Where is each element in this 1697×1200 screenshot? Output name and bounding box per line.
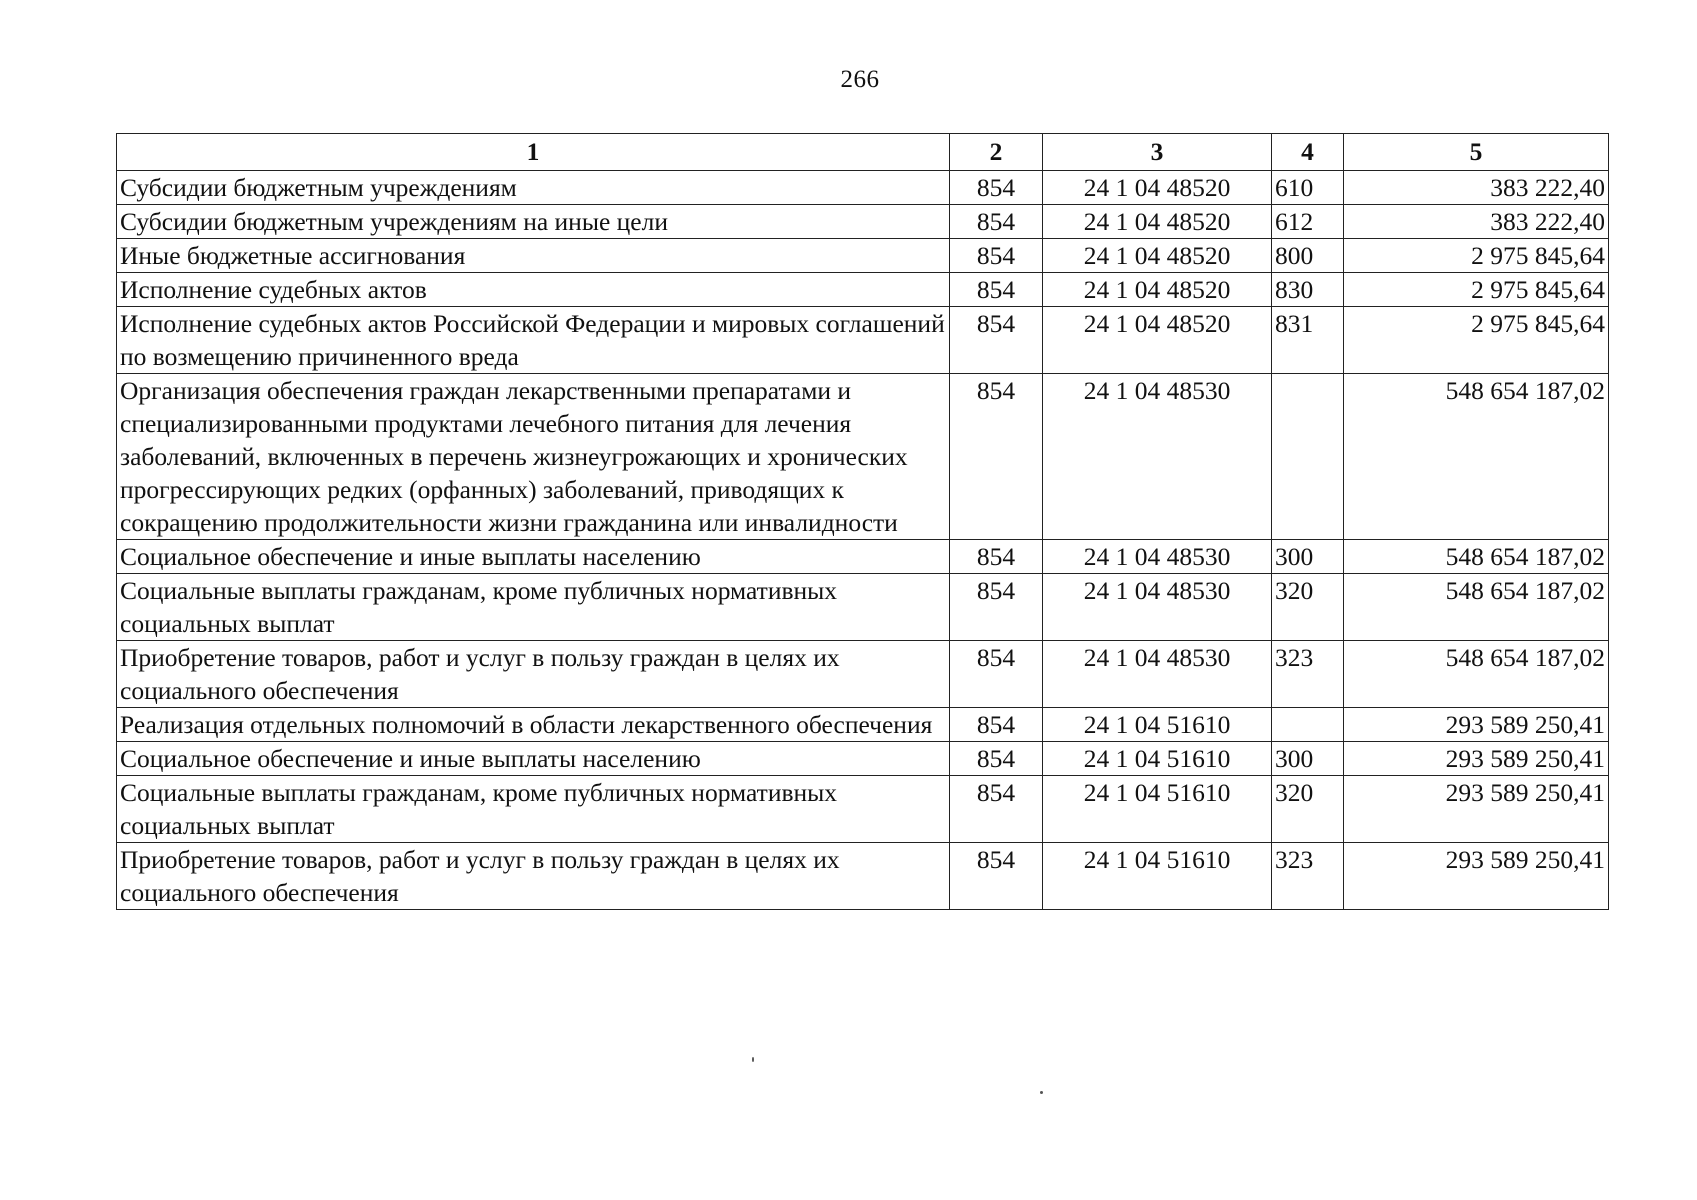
row-code: 854: [950, 776, 1043, 843]
row-expense-type: 323: [1272, 843, 1344, 910]
row-name: Приобретение товаров, работ и услуг в пользу граждан в целях их социального обеспечения: [117, 641, 950, 708]
scan-speck: [1040, 1091, 1043, 1094]
row-code: 854: [950, 374, 1043, 540]
row-target-article: 24 1 04 51610: [1043, 708, 1272, 742]
row-amount: 2 975 845,64: [1344, 273, 1609, 307]
row-amount: 2 975 845,64: [1344, 239, 1609, 273]
column-header-1: 1: [117, 134, 950, 171]
row-expense-type: 831: [1272, 307, 1344, 374]
row-name: Социальное обеспечение и иные выплаты населению: [117, 742, 950, 776]
column-header-3: 3: [1043, 134, 1272, 171]
row-expense-type: 323: [1272, 641, 1344, 708]
row-expense-type: 830: [1272, 273, 1344, 307]
row-target-article: 24 1 04 48520: [1043, 171, 1272, 205]
row-name: Социальные выплаты гражданам, кроме публичных нормативных социальных выплат: [117, 574, 950, 641]
row-code: 854: [950, 574, 1043, 641]
row-target-article: 24 1 04 48520: [1043, 205, 1272, 239]
row-code: 854: [950, 171, 1043, 205]
row-name: Исполнение судебных актов: [117, 273, 950, 307]
row-expense-type: 300: [1272, 742, 1344, 776]
row-amount: 548 654 187,02: [1344, 574, 1609, 641]
row-name: Социальное обеспечение и иные выплаты населению: [117, 540, 950, 574]
row-code: 854: [950, 708, 1043, 742]
row-target-article: 24 1 04 51610: [1043, 742, 1272, 776]
row-expense-type: 612: [1272, 205, 1344, 239]
budget-table: [116, 133, 1609, 910]
row-amount: 383 222,40: [1344, 205, 1609, 239]
row-name: Субсидии бюджетным учреждениям: [117, 171, 950, 205]
table-row: [117, 273, 1609, 307]
row-name: Организация обеспечения граждан лекарственными препаратами и специализированными продуктами лечебного питания для лечения заболеваний, включенных в перечень жизнеугрожающих и хронических прогрессирующих редких (орфанных) заболеваний, приводящих к сокращению продолжительности жизни гражданина или инвалидности: [117, 374, 950, 540]
row-name: Приобретение товаров, работ и услуг в пользу граждан в целях их социального обеспечения: [117, 843, 950, 910]
row-expense-type: 320: [1272, 574, 1344, 641]
row-target-article: 24 1 04 48530: [1043, 374, 1272, 540]
row-amount: 2 975 845,64: [1344, 307, 1609, 374]
row-name: Субсидии бюджетным учреждениям на иные цели: [117, 205, 950, 239]
row-code: 854: [950, 843, 1043, 910]
row-amount: 548 654 187,02: [1344, 374, 1609, 540]
table-row: [117, 574, 1609, 641]
table-row: [117, 641, 1609, 708]
scan-speck: [752, 1057, 754, 1062]
column-header-2: 2: [950, 134, 1043, 171]
row-name: Исполнение судебных актов Российской Федерации и мировых соглашений по возмещению причиненного вреда: [117, 307, 950, 374]
row-amount: 548 654 187,02: [1344, 641, 1609, 708]
row-code: 854: [950, 239, 1043, 273]
row-code: 854: [950, 307, 1043, 374]
table-row: [117, 205, 1609, 239]
column-header-4: 4: [1272, 134, 1344, 171]
table-row: [117, 776, 1609, 843]
table-row: [117, 239, 1609, 273]
row-amount: 293 589 250,41: [1344, 742, 1609, 776]
row-amount: 383 222,40: [1344, 171, 1609, 205]
table-row: [117, 742, 1609, 776]
row-name: Иные бюджетные ассигнования: [117, 239, 950, 273]
row-target-article: 24 1 04 51610: [1043, 776, 1272, 843]
column-header-5: 5: [1344, 134, 1609, 171]
table-row: [117, 843, 1609, 910]
row-name: Социальные выплаты гражданам, кроме публичных нормативных социальных выплат: [117, 776, 950, 843]
row-expense-type: [1272, 708, 1344, 742]
row-amount: 293 589 250,41: [1344, 776, 1609, 843]
page-number: 266: [840, 66, 880, 93]
row-expense-type: 320: [1272, 776, 1344, 843]
table-row: [117, 171, 1609, 205]
row-code: 854: [950, 273, 1043, 307]
row-code: 854: [950, 641, 1043, 708]
row-code: 854: [950, 540, 1043, 574]
row-target-article: 24 1 04 48520: [1043, 273, 1272, 307]
row-expense-type: 800: [1272, 239, 1344, 273]
row-target-article: 24 1 04 48520: [1043, 307, 1272, 374]
row-name: Реализация отдельных полномочий в области лекарственного обеспечения: [117, 708, 950, 742]
row-target-article: 24 1 04 48530: [1043, 641, 1272, 708]
row-target-article: 24 1 04 48520: [1043, 239, 1272, 273]
table-header-row: [117, 134, 1609, 171]
row-amount: 548 654 187,02: [1344, 540, 1609, 574]
row-amount: 293 589 250,41: [1344, 708, 1609, 742]
row-expense-type: 610: [1272, 171, 1344, 205]
row-amount: 293 589 250,41: [1344, 843, 1609, 910]
table-row: [117, 307, 1609, 374]
table-row: [117, 540, 1609, 574]
row-target-article: 24 1 04 48530: [1043, 574, 1272, 641]
row-target-article: 24 1 04 48530: [1043, 540, 1272, 574]
row-expense-type: [1272, 374, 1344, 540]
row-code: 854: [950, 742, 1043, 776]
table-row: [117, 374, 1609, 540]
row-target-article: 24 1 04 51610: [1043, 843, 1272, 910]
row-expense-type: 300: [1272, 540, 1344, 574]
table-row: [117, 708, 1609, 742]
row-code: 854: [950, 205, 1043, 239]
